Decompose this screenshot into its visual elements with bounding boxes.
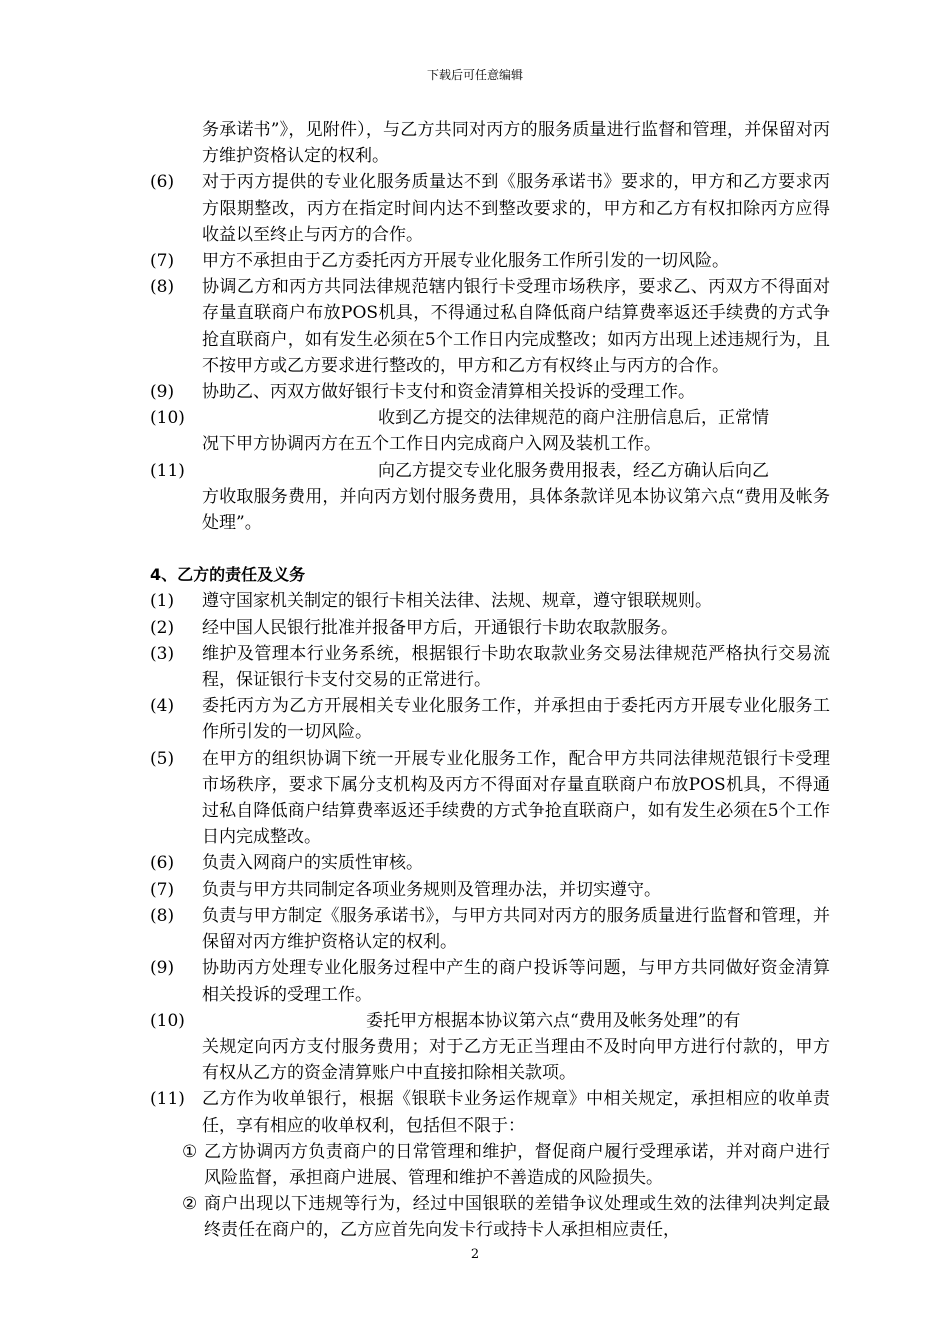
page-header: 下载后可任意编辑 xyxy=(426,68,523,82)
item-text: 遵守国家机关制定的银行卡相关法律、法规、规章，遵守银联规则。 xyxy=(202,591,712,612)
item-text: 负责与甲方共同制定各项业务规则及管理办法，并切实遵守。 xyxy=(202,879,661,900)
item-number: (8) xyxy=(150,905,175,926)
item-number: (7) xyxy=(150,879,175,900)
list-item xyxy=(150,458,830,537)
item-number: (8) xyxy=(150,277,175,298)
list-item xyxy=(150,248,830,274)
list-item xyxy=(150,169,830,248)
item-text: 协助乙、丙双方做好银行卡支付和资金清算相关投诉的受理工作。 xyxy=(202,382,695,403)
item-number: (11) xyxy=(150,1089,185,1110)
item-number: (9) xyxy=(150,958,175,979)
item-text-rest: 关规定向丙方支付服务费用；对于乙方无正当理由不及时向甲方进行付款的，甲方有权从乙方的资金清算账户中直接扣除相关款项。 xyxy=(202,1036,830,1084)
item-number: (4) xyxy=(150,696,175,717)
item-text: 向乙方提交专业化服务费用报表，经乙方确认后向乙 xyxy=(378,460,769,481)
item-text: 甲方不承担由于乙方委托丙方开展专业化服务工作所引发的一切风险。 xyxy=(202,251,729,272)
item-text: 协调乙方和丙方共同法律规范辖内银行卡受理市场秩序，要求乙、丙双方不得面对存量直联商户布放POS机具，不得通过私自降低商户结算费率返还手续费的方式争抢直联商户，如有发生必须在5个工作日内完成整改；如丙方出现上述违规行为，且不按甲方或乙方要求进行整改的，甲方和乙方有权终止与丙方的合作。 xyxy=(202,277,830,376)
list-item xyxy=(150,877,830,903)
item-number: (6) xyxy=(150,172,175,193)
list-item xyxy=(150,850,830,876)
item-number: (5) xyxy=(150,748,175,769)
list-item xyxy=(150,746,830,851)
list-item xyxy=(150,1139,830,1191)
list-item xyxy=(150,693,830,745)
list-item xyxy=(150,274,830,379)
item-number: (10) xyxy=(150,408,185,429)
item-number: ① xyxy=(182,1141,198,1162)
page-number: 2 xyxy=(470,1247,480,1262)
list-item xyxy=(150,1008,830,1087)
item-text-rest: 况下甲方协调丙方在五个工作日内完成商户入网及装机工作。 xyxy=(202,434,661,455)
item-text: 收到乙方提交的法律规范的商户注册信息后，正常情 xyxy=(378,408,769,429)
item-text: 维护及管理本行业务系统，根据银行卡助农取款业务交易法律规范严格执行交易流程，保证银行卡支付交易的正常进行。 xyxy=(202,643,830,691)
list-item xyxy=(150,903,830,955)
party-a-obligations-continued xyxy=(150,405,830,536)
item-number: (11) xyxy=(150,460,185,481)
party-a-obligations xyxy=(150,169,830,405)
item-text-rest: 方收取服务费用，并向丙方划付服务费用，具体条款详见本协议第六点“费用及帐务处理”。 xyxy=(202,486,830,534)
section-4-heading: 4、乙方的责任及义务 xyxy=(150,565,306,585)
list-item xyxy=(150,615,830,641)
item-text: 对于丙方提供的专业化服务质量达不到《服务承诺书》要求的，甲方和乙方要求丙方限期整改，丙方在指定时间内达不到整改要求的，甲方和乙方有权扣除丙方应得收益以至终止与丙方的合作。 xyxy=(202,172,830,245)
item-number: (3) xyxy=(150,643,175,664)
item-number: (9) xyxy=(150,382,175,403)
item-text: 协助丙方处理专业化服务过程中产生的商户投诉等问题，与甲方共同做好资金清算相关投诉的受理工作。 xyxy=(202,958,830,1005)
item-text: 乙方协调丙方负责商户的日常管理和维护，督促商户履行受理承诺，并对商户进行风险监督，承担商户进展、管理和维护不善造成的风险损失。 xyxy=(204,1141,830,1188)
item-number: (1) xyxy=(150,591,175,612)
item-number: (2) xyxy=(150,617,175,638)
item-text: 负责入网商户的实质性审核。 xyxy=(202,853,423,874)
item-number: (7) xyxy=(150,251,175,272)
item-number: (10) xyxy=(150,1010,185,1031)
party-b-obligations xyxy=(150,588,830,1007)
list-item xyxy=(150,641,830,693)
item-text: 商户出现以下违规等行为，经过中国银联的差错争议处理或生效的法律判决判定最终责任在商户的，乙方应首先向发卡行或持卡人承担相应责任， xyxy=(204,1194,830,1241)
item-text: 经中国人民银行批准并报备甲方后，开通银行卡助农取款服务。 xyxy=(202,617,678,638)
item-text: 委托甲方根据本协议第六点“费用及帐务处理”的有 xyxy=(366,1010,741,1031)
list-item xyxy=(150,588,830,614)
list-item xyxy=(150,379,830,405)
list-item xyxy=(150,1086,830,1138)
item-text: 在甲方的组织协调下统一开展专业化服务工作，配合甲方共同法律规范银行卡受理市场秩序，要求下属分支机构及丙方不得面对存量直联商户布放POS机具，不得通过私自降低商户结算费率返还手续费的方式争抢直联商户，如有发生必须在5个工作日内完成整改。 xyxy=(202,748,830,848)
sub-list xyxy=(150,1139,830,1244)
item-number: (6) xyxy=(150,853,175,874)
item-text: 负责与甲方制定《服务承诺书》，与甲方共同对丙方的服务质量进行监督和管理，并保留对丙方维护资格认定的权利。 xyxy=(202,905,830,953)
item-text: 委托丙方为乙方开展相关专业化服务工作，并承担由于委托丙方开展专业化服务工作所引发的一切风险。 xyxy=(202,696,830,743)
list-item xyxy=(150,405,830,457)
continued-paragraph: 务承诺书”》，见附件），与乙方共同对丙方的服务质量进行监督和管理，并保留对丙方维护资格认定的权利。 xyxy=(202,120,830,167)
list-item xyxy=(150,955,830,1007)
document-body xyxy=(150,117,830,1244)
list-item xyxy=(150,1191,830,1243)
item-number: ② xyxy=(182,1194,198,1215)
item-text: 乙方作为收单银行，根据《银联卡业务运作规章》中相关规定，承担相应的收单责任，享有相应的收单权利，包括但不限于： xyxy=(202,1089,830,1136)
